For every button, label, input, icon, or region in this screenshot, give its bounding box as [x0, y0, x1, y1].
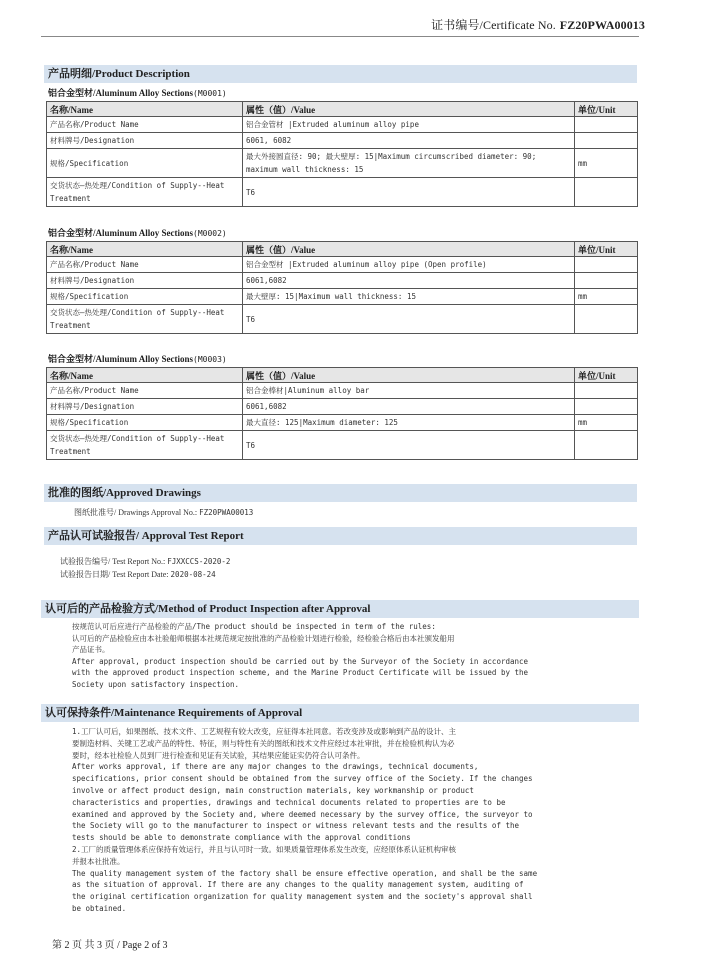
table-row: [47, 289, 638, 305]
section-title-m0001: 铝合金型材/Aluminum Alloy Sections(M0001): [48, 88, 227, 98]
row-name: 材料牌号/Designation: [47, 273, 243, 289]
col-unit-header: 单位/Unit: [575, 102, 638, 117]
row-name: 材料牌号/Designation: [47, 133, 243, 149]
table-row: [47, 273, 638, 289]
row-value: 铝合金管材 |Extruded aluminum alloy pipe: [243, 117, 575, 133]
row-unit: mm: [575, 415, 638, 431]
row-name: 交货状态—热处理/Condition of Supply--Heat Treatment: [47, 305, 243, 334]
text-line: examined and approved by the Society and, where deemed necessary by the survey office, the surveyor to: [72, 809, 533, 819]
text-line: 2.工厂的质量管理体系应保持有效运行，并且与认可时一致。如果质量管理体系发生改变，应经原体系认证机构审核: [72, 844, 457, 854]
col-name-header: 名称/Name: [47, 242, 243, 257]
table-row: [47, 415, 638, 431]
col-value-header: 属性（值）/Value: [243, 242, 575, 257]
section-title-m0002: 铝合金型材/Aluminum Alloy Sections(M0002): [48, 228, 227, 238]
section-title-m0003: 铝合金型材/Aluminum Alloy Sections(M0003): [48, 354, 227, 364]
header-rule: [41, 36, 639, 37]
text-line: the original certification organization for quality management system and the society's approval shall: [72, 892, 533, 902]
row-unit: mm: [575, 289, 638, 305]
row-value: 最大壁厚: 15|Maximum wall thickness: 15: [243, 289, 575, 305]
drawings-approval-label: 图纸批准号/ Drawings Approval No.:: [74, 508, 198, 517]
table-row: [47, 133, 638, 149]
page-number: 第 2 页 共 3 页 / Page 2 of 3: [52, 940, 168, 951]
text-line: involve or affect product design, main construction materials, key workmanship or product: [72, 785, 474, 795]
table-row: [47, 178, 638, 207]
row-name: 产品名称/Product Name: [47, 383, 243, 399]
col-name-header: 名称/Name: [47, 368, 243, 383]
text-line: as the situation of approval. If there are any changes to the quality management system, auditing of: [72, 880, 524, 890]
text-line: 1.工厂认可后，如果图纸、技术文件、工艺规程有较大改变，应征得本社同意。若改变涉及或影响到产品的设计、主: [72, 727, 457, 736]
row-unit: [575, 305, 638, 334]
table-row: [47, 257, 638, 273]
product-table-m0002: [46, 241, 638, 334]
product-table-m0001: [46, 101, 638, 207]
drawings-approval-value: FZ20PWA00013: [199, 508, 254, 517]
text-line: After approval, product inspection should be carried out by the Surveyor of the Society in accordance: [72, 656, 529, 666]
text-line: 认可后的产品检验应由本社验船师根据本社规范规定按批准的产品检验计划进行检验，经检验合格后由本社颁发船用: [72, 633, 455, 643]
text-line: be obtained.: [72, 903, 127, 913]
text-line: The quality management system of the factory shall be ensure effective operation, and shall be the same: [72, 868, 538, 878]
test-report-date-label: 试验报告日期/ Test Report Date:: [60, 570, 169, 579]
test-report-date-line: [60, 569, 216, 581]
row-unit: [575, 383, 638, 399]
maintenance-text: [72, 726, 637, 915]
row-name: 材料牌号/Designation: [47, 399, 243, 415]
text-line: with the approved product inspection scheme, and the Marine Product Certificate will be issued by the: [72, 668, 529, 677]
cert-label: 证书编号/Certificate No.: [431, 18, 556, 32]
row-value: 铝合金棒材|Aluminum alloy bar: [243, 383, 575, 399]
text-line: 并报本社批准。: [72, 856, 125, 866]
text-line: 要时，经本社检验人员到厂进行检查和见证有关试验，其结果应能证实仍符合认可条件。: [72, 750, 365, 760]
row-value: 6061,6082: [243, 273, 575, 289]
test-report-date-value: 2020-08-24: [170, 570, 216, 579]
text-line: After works approval, if there are any major changes to the drawings, technical documents,: [72, 762, 479, 772]
approved-drawings-heading: 批准的图纸/Approved Drawings: [44, 484, 637, 502]
table-row: [47, 117, 638, 133]
table-row: [47, 383, 638, 399]
row-unit: [575, 431, 638, 460]
row-name: 交货状态—热处理/Condition of Supply--Heat Treatment: [47, 431, 243, 460]
row-value: 铝合金型材 |Extruded aluminum alloy pipe (Open profile): [243, 257, 575, 273]
test-report-no-value: FJXXCCS-2020-2: [167, 557, 231, 566]
table-row: [47, 431, 638, 460]
row-name: 规格/Specification: [47, 415, 243, 431]
text-line: the Society will go to the manufacturer to inspect or witness relevant tests and the results of the: [72, 821, 520, 831]
row-value: 6061,6082: [243, 399, 575, 415]
inspection-method-heading: 认可后的产品检验方式/Method of Product Inspection after Approval: [41, 600, 639, 618]
inspection-method-text: [72, 621, 637, 690]
product-description-heading: 产品明细/Product Description: [44, 65, 637, 83]
text-line: specifications, prior consent should be obtained from the survey office of the Society. If the changes: [72, 774, 533, 784]
row-value: T6: [243, 305, 575, 334]
row-value: 最大外接圆直径: 90; 最大壁厚: 15|Maximum circumscribed diameter: 90; maximum wall thickness: 15: [243, 149, 575, 178]
row-value: 最大直径: 125|Maximum diameter: 125: [243, 415, 575, 431]
table-row: [47, 149, 638, 178]
table-row: [47, 305, 638, 334]
row-unit: [575, 133, 638, 149]
col-unit-header: 单位/Unit: [575, 242, 638, 257]
maintenance-heading: 认可保持条件/Maintenance Requirements of Approval: [41, 704, 639, 722]
product-table-m0003: [46, 367, 638, 460]
row-name: 交货状态—热处理/Condition of Supply--Heat Treatment: [47, 178, 243, 207]
row-name: 产品名称/Product Name: [47, 257, 243, 273]
row-value: T6: [243, 431, 575, 460]
text-line: 按规范认可后应进行产品检验的产品/The product should be inspected in term of the rules:: [72, 622, 436, 631]
approval-test-report-heading: 产品认可试验报告/ Approval Test Report: [44, 527, 637, 545]
col-unit-header: 单位/Unit: [575, 368, 638, 383]
test-report-no-label: 试验报告编号/ Test Report No.:: [60, 557, 166, 566]
cert-no: FZ20PWA00013: [559, 18, 645, 32]
row-unit: [575, 257, 638, 273]
drawings-approval-line: [74, 507, 253, 519]
col-name-header: 名称/Name: [47, 102, 243, 117]
row-value: 6061, 6082: [243, 133, 575, 149]
col-value-header: 属性（值）/Value: [243, 102, 575, 117]
text-line: characteristics and properties, drawings and technical documents related to properties are to be: [72, 797, 506, 807]
text-line: 要制造材料、关键工艺或产品的特性、特征，则与特性有关的图纸和技术文件应经过本社审批，并在检验机构认为必: [72, 738, 455, 748]
row-name: 规格/Specification: [47, 289, 243, 305]
row-unit: [575, 273, 638, 289]
text-line: tests should be able to demonstrate compliance with the approval conditions: [72, 833, 411, 843]
test-report-no-line: [60, 556, 230, 568]
row-unit: [575, 178, 638, 207]
text-line: Society upon satisfactory inspection.: [72, 679, 240, 689]
row-unit: mm: [575, 149, 638, 178]
certificate-number: [431, 16, 645, 33]
text-line: 产品证书。: [72, 645, 110, 654]
table-row: [47, 399, 638, 415]
row-name: 产品名称/Product Name: [47, 117, 243, 133]
row-unit: [575, 117, 638, 133]
row-name: 规格/Specification: [47, 149, 243, 178]
row-value: T6: [243, 178, 575, 207]
row-unit: [575, 399, 638, 415]
col-value-header: 属性（值）/Value: [243, 368, 575, 383]
